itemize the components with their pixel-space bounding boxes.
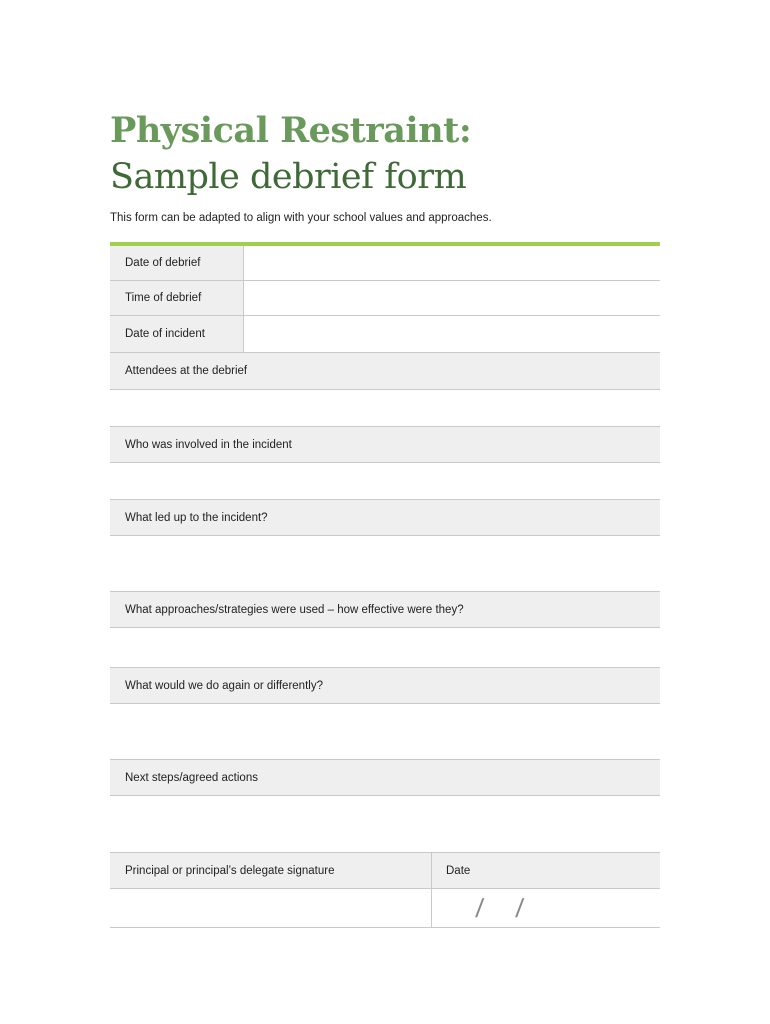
date-of-debrief-input[interactable] bbox=[244, 246, 660, 280]
section-heading-lead-up: What led up to the incident? bbox=[110, 499, 660, 536]
field-row-date-of-incident bbox=[110, 316, 660, 353]
section-heading-approaches: What approaches/strategies were used – how effective were they? bbox=[110, 591, 660, 628]
date-field[interactable] bbox=[432, 889, 660, 927]
time-of-debrief-input[interactable] bbox=[244, 281, 660, 315]
section-heading-again-differently: What would we do again or differently? bbox=[110, 667, 660, 704]
date-separator: / bbox=[514, 893, 525, 923]
page-title: Physical Restraint: bbox=[110, 110, 472, 151]
involved-answer-area[interactable] bbox=[110, 463, 660, 499]
form-header bbox=[110, 108, 660, 224]
section-heading-involved: Who was involved in the incident bbox=[110, 426, 660, 463]
signature-field[interactable] bbox=[110, 889, 432, 927]
date-label: Date bbox=[446, 864, 471, 877]
next-steps-answer-area[interactable] bbox=[110, 796, 660, 850]
date-separator: / bbox=[474, 893, 485, 923]
section-heading-next-steps: Next steps/agreed actions bbox=[110, 759, 660, 796]
signature-entry-row bbox=[110, 889, 660, 928]
field-row-time-of-debrief bbox=[110, 281, 660, 316]
signature-label: Principal or principal’s delegate signature bbox=[110, 853, 432, 888]
lead-up-answer-area[interactable] bbox=[110, 536, 660, 591]
field-label: Date of incident bbox=[110, 316, 244, 352]
field-row-date-of-debrief bbox=[110, 246, 660, 281]
page-subtitle: Sample debrief form bbox=[110, 157, 467, 197]
section-heading-attendees: Attendees at the debrief bbox=[110, 353, 660, 390]
approaches-answer-area[interactable] bbox=[110, 628, 660, 667]
field-label: Time of debrief bbox=[110, 281, 244, 315]
field-label: Date of debrief bbox=[110, 246, 244, 280]
intro-text: This form can be adapted to align with your school values and approaches. bbox=[110, 212, 492, 224]
date-of-incident-input[interactable] bbox=[244, 316, 660, 352]
debrief-form bbox=[110, 246, 660, 850]
signature-table bbox=[110, 852, 660, 928]
again-differently-answer-area[interactable] bbox=[110, 704, 660, 759]
signature-header-row bbox=[110, 852, 660, 889]
attendees-answer-area[interactable] bbox=[110, 390, 660, 426]
